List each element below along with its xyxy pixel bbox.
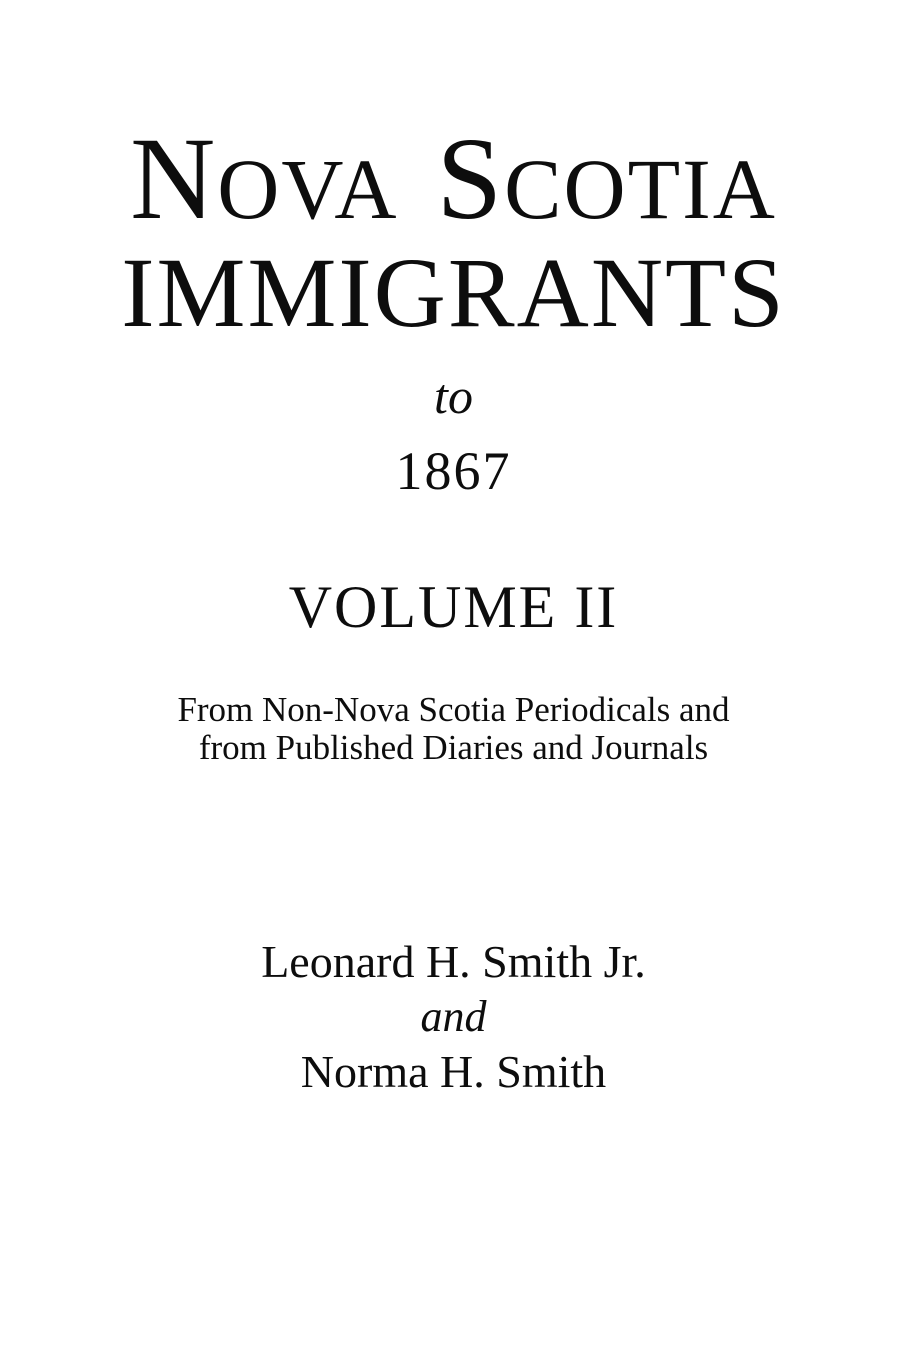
author-connector-and: and: [420, 992, 487, 1041]
author-name-2: Norma H. Smith: [300, 1046, 607, 1097]
subtitle: [0, 691, 907, 767]
title-word1-smallcaps: OVA: [217, 141, 399, 237]
volume-label: VOLUME II: [288, 574, 619, 640]
subtitle-line1: From Non-Nova Scotia Periodicals and: [177, 690, 730, 729]
subtitle-line2: from Published Diaries and Journals: [198, 728, 709, 767]
book-title-line1: [0, 113, 907, 244]
title-word2-initial: S: [436, 113, 505, 244]
book-title-line2: IMMIGRANTS: [121, 237, 786, 348]
title-word1-initial: N: [130, 113, 218, 244]
title-word2-smallcaps: COTIA: [504, 141, 777, 237]
title-year: 1867: [395, 441, 512, 501]
author-name-1: Leonard H. Smith Jr.: [261, 936, 646, 987]
title-connector-to: to: [434, 368, 473, 424]
